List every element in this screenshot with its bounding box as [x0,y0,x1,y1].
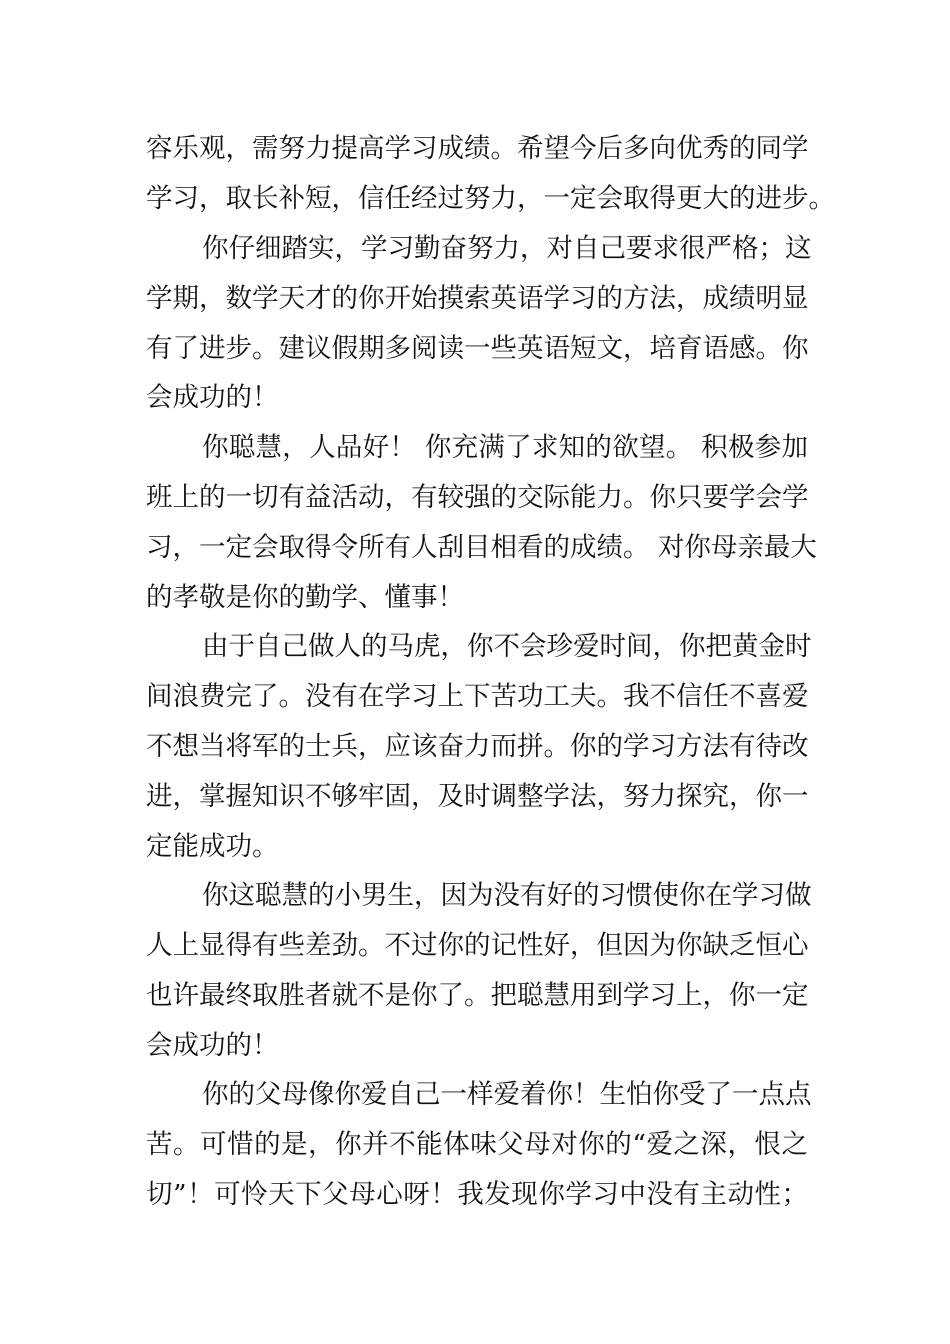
text-line: 进，掌握知识不够牢固，及时调整学法，努力探究，你一 [146,781,809,812]
text-line: 间浪费完了。没有在学习上下苦功工夫。我不信任不喜爱 [146,681,809,712]
text-line: 定能成功。 [146,831,279,862]
paragraph-first-line: 你聪慧，人品好！ 你充满了求知的欲望。 积极参加 [202,432,808,463]
text-line: 苦。可惜的是，你并不能体味父母对你的“爱之深，恨之 [146,1129,808,1160]
paragraph-first-line: 你的父母像你爱自己一样爱着你！生怕你受了一点点 [202,1079,812,1110]
text-line: 会成功的！ [146,382,279,413]
text-line: 班上的一切有益活动，有较强的交际能力。你只要学会学 [146,482,809,513]
text-line: 有了进步。建议假期多阅读一些英语短文，培育语感。你 [146,333,809,364]
text-line: 习，一定会取得令所有人刮目相看的成绩。 对你母亲最大 [146,532,817,563]
text-line: 的孝敬是你的勤学、懂事！ [146,582,464,613]
text-line: 学习，取长补短，信任经过努力，一定会取得更大的进步。 [146,183,835,214]
text-line: 人上显得有些差劲。不过你的记性好，但因为你缺乏恒心 [146,930,809,961]
text-line: 学期，数学天才的你开始摸索英语学习的方法，成绩明显 [146,283,809,314]
paragraph-first-line: 由于自己做人的马虎，你不会珍爱时间，你把黄金时 [202,631,812,662]
text-line: 会成功的！ [146,1030,279,1061]
text-line: 容乐观，需努力提高学习成绩。希望今后多向优秀的同学 [146,133,809,164]
text-line: 切”！可怜天下父母心呀！我发现你学习中没有主动性； [146,1179,808,1210]
paragraph-first-line: 你仔细踏实，学习勤奋努力，对自己要求很严格；这 [202,233,812,264]
text-line: 也许最终取胜者就不是你了。把聪慧用到学习上，你一定 [146,980,809,1011]
paragraph-first-line: 你这聪慧的小男生，因为没有好的习惯使你在学习做 [202,880,812,911]
text-line: 不想当将军的士兵，应该奋力而拼。你的学习方法有待改 [146,731,809,762]
